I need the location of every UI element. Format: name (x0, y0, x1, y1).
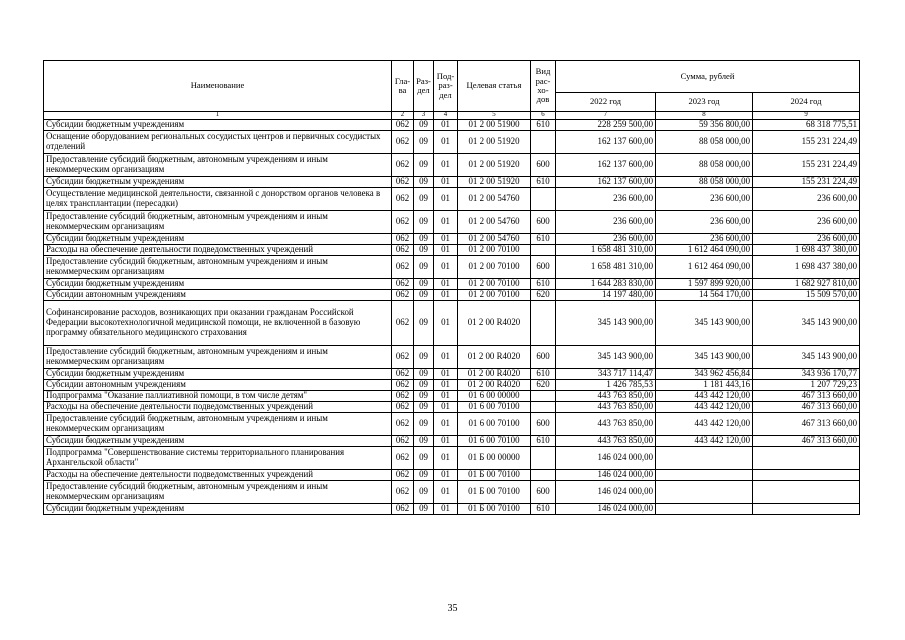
row-podrazdel: 01 (434, 368, 458, 379)
row-sum-2022: 1 658 481 310,00 (556, 244, 656, 255)
table-row (44, 480, 860, 503)
row-sum-2022: 236 600,00 (556, 210, 656, 233)
row-sum-2023: 236 600,00 (656, 233, 753, 244)
row-sum-2022: 146 024 000,00 (556, 503, 656, 514)
row-razdel: 09 (414, 255, 434, 278)
row-sum-2022: 162 137 600,00 (556, 176, 656, 187)
row-podrazdel: 01 (434, 435, 458, 446)
row-sum-2022: 14 197 480,00 (556, 289, 656, 300)
row-sum-2023: 443 442 120,00 (656, 435, 753, 446)
row-podrazdel: 01 (434, 255, 458, 278)
row-sum-2023: 443 442 120,00 (656, 401, 753, 412)
row-sum-2023: 343 962 456,84 (656, 368, 753, 379)
column-number-row (44, 112, 860, 120)
row-vid: 610 (531, 278, 556, 289)
row-name: Расходы на обеспечение деятельности подведомственных учреждений (44, 244, 392, 255)
row-razdel: 09 (414, 289, 434, 300)
row-name: Субсидии бюджетным учреждениям (44, 233, 392, 244)
row-razdel: 09 (414, 379, 434, 390)
header-year-2022: 2022 год (556, 93, 656, 112)
row-target: 01 2 00 51920 (458, 153, 531, 176)
row-name: Субсидии автономным учреждениям (44, 379, 392, 390)
column-number: 1 (44, 112, 392, 120)
row-vid: 610 (531, 435, 556, 446)
row-vid: 600 (531, 153, 556, 176)
row-sum-2024: 236 600,00 (753, 210, 860, 233)
row-vid: 610 (531, 233, 556, 244)
row-razdel: 09 (414, 412, 434, 435)
row-target: 01 2 00 70100 (458, 278, 531, 289)
row-glava: 062 (392, 345, 414, 368)
row-podrazdel: 01 (434, 278, 458, 289)
row-razdel: 09 (414, 244, 434, 255)
row-name: Расходы на обеспечение деятельности подведомственных учреждений (44, 401, 392, 412)
row-sum-2022: 1 658 481 310,00 (556, 255, 656, 278)
row-sum-2023: 59 356 800,00 (656, 119, 753, 130)
row-sum-2024: 155 231 224,49 (753, 130, 860, 153)
column-number: 8 (656, 112, 753, 120)
row-sum-2024: 345 143 900,00 (753, 345, 860, 368)
row-razdel: 09 (414, 401, 434, 412)
table-row (44, 210, 860, 233)
row-vid: 610 (531, 503, 556, 514)
row-sum-2022: 345 143 900,00 (556, 345, 656, 368)
row-glava: 062 (392, 153, 414, 176)
row-sum-2024: 467 313 660,00 (753, 435, 860, 446)
row-target: 01 2 00 70100 (458, 255, 531, 278)
row-razdel: 09 (414, 390, 434, 401)
row-vid: 600 (531, 480, 556, 503)
row-sum-2024: 236 600,00 (753, 233, 860, 244)
row-target: 01 2 00 51920 (458, 130, 531, 153)
row-podrazdel: 01 (434, 300, 458, 345)
header-glava: Гла-ва (392, 61, 414, 112)
row-name: Предоставление субсидий бюджетным, автономным учреждениям и иным некоммерческим организациям (44, 412, 392, 435)
row-glava: 062 (392, 130, 414, 153)
row-target: 01 Б 00 70100 (458, 469, 531, 480)
row-sum-2023: 236 600,00 (656, 210, 753, 233)
row-sum-2023 (656, 446, 753, 469)
row-podrazdel: 01 (434, 130, 458, 153)
row-name: Субсидии бюджетным учреждениям (44, 368, 392, 379)
row-vid (531, 244, 556, 255)
row-podrazdel: 01 (434, 503, 458, 514)
row-vid: 610 (531, 176, 556, 187)
row-razdel: 09 (414, 300, 434, 345)
table-row (44, 278, 860, 289)
row-glava: 062 (392, 503, 414, 514)
row-razdel: 09 (414, 153, 434, 176)
row-podrazdel: 01 (434, 379, 458, 390)
header-year-2024: 2024 год (753, 93, 860, 112)
column-number: 4 (434, 112, 458, 120)
table-row (44, 233, 860, 244)
row-vid: 600 (531, 412, 556, 435)
row-sum-2022: 443 763 850,00 (556, 390, 656, 401)
row-podrazdel: 01 (434, 446, 458, 469)
row-podrazdel: 01 (434, 210, 458, 233)
row-sum-2022: 343 717 114,47 (556, 368, 656, 379)
row-sum-2023: 443 442 120,00 (656, 390, 753, 401)
row-name: Субсидии бюджетным учреждениям (44, 503, 392, 514)
row-glava: 062 (392, 244, 414, 255)
header-razdel: Раз-дел (414, 61, 434, 112)
row-glava: 062 (392, 469, 414, 480)
row-sum-2024: 1 682 927 810,00 (753, 278, 860, 289)
row-razdel: 09 (414, 130, 434, 153)
row-glava: 062 (392, 446, 414, 469)
row-glava: 062 (392, 412, 414, 435)
row-glava: 062 (392, 390, 414, 401)
row-target: 01 Б 00 00000 (458, 446, 531, 469)
row-sum-2023: 1 612 464 090,00 (656, 244, 753, 255)
row-sum-2024: 155 231 224,49 (753, 176, 860, 187)
table-row (44, 435, 860, 446)
row-sum-2023: 1 612 464 090,00 (656, 255, 753, 278)
row-vid: 600 (531, 345, 556, 368)
row-razdel: 09 (414, 176, 434, 187)
row-vid: 600 (531, 210, 556, 233)
table-row (44, 469, 860, 480)
row-glava: 062 (392, 289, 414, 300)
row-razdel: 09 (414, 503, 434, 514)
table-row (44, 401, 860, 412)
row-sum-2022: 146 024 000,00 (556, 469, 656, 480)
row-razdel: 09 (414, 119, 434, 130)
row-glava: 062 (392, 379, 414, 390)
row-podrazdel: 01 (434, 469, 458, 480)
row-sum-2024: 343 936 170,77 (753, 368, 860, 379)
row-sum-2024: 236 600,00 (753, 187, 860, 210)
row-razdel: 09 (414, 345, 434, 368)
row-target: 01 2 00 R4020 (458, 345, 531, 368)
row-target: 01 2 00 54760 (458, 210, 531, 233)
row-sum-2023: 345 143 900,00 (656, 345, 753, 368)
row-vid: 620 (531, 289, 556, 300)
column-number: 3 (414, 112, 434, 120)
row-sum-2022: 1 644 283 830,00 (556, 278, 656, 289)
row-sum-2023: 1 181 443,16 (656, 379, 753, 390)
row-target: 01 6 00 00000 (458, 390, 531, 401)
row-sum-2024 (753, 469, 860, 480)
row-name: Предоставление субсидий бюджетным, автономным учреждениям и иным некоммерческим организациям (44, 345, 392, 368)
row-sum-2023: 443 442 120,00 (656, 412, 753, 435)
table-row (44, 187, 860, 210)
row-sum-2022: 1 426 785,53 (556, 379, 656, 390)
row-sum-2023 (656, 480, 753, 503)
row-vid (531, 446, 556, 469)
column-number: 7 (556, 112, 656, 120)
row-name: Субсидии бюджетным учреждениям (44, 176, 392, 187)
row-glava: 062 (392, 480, 414, 503)
row-glava: 062 (392, 119, 414, 130)
row-sum-2022: 162 137 600,00 (556, 153, 656, 176)
row-target: 01 2 00 70100 (458, 289, 531, 300)
row-target: 01 2 00 R4020 (458, 379, 531, 390)
row-sum-2022: 162 137 600,00 (556, 130, 656, 153)
row-sum-2024: 68 318 775,51 (753, 119, 860, 130)
row-glava: 062 (392, 176, 414, 187)
row-vid (531, 401, 556, 412)
row-glava: 062 (392, 435, 414, 446)
row-razdel: 09 (414, 278, 434, 289)
row-sum-2024 (753, 480, 860, 503)
row-sum-2024: 155 231 224,49 (753, 153, 860, 176)
row-podrazdel: 01 (434, 345, 458, 368)
row-name: Подпрограмма "Совершенствование системы территориального планирования Архангельской области" (44, 446, 392, 469)
column-number: 5 (458, 112, 531, 120)
row-target: 01 6 00 70100 (458, 435, 531, 446)
row-target: 01 2 00 51900 (458, 119, 531, 130)
row-name: Субсидии автономным учреждениям (44, 289, 392, 300)
row-podrazdel: 01 (434, 244, 458, 255)
table-row (44, 244, 860, 255)
header-sum: Сумма, рублей (556, 61, 860, 93)
row-sum-2023: 88 058 000,00 (656, 153, 753, 176)
row-sum-2022: 228 259 500,00 (556, 119, 656, 130)
row-target: 01 2 00 54760 (458, 187, 531, 210)
row-podrazdel: 01 (434, 412, 458, 435)
row-name: Софинансирование расходов, возникающих при оказании гражданам Российской Федерации высокотехнологичной медицинской помощи, не включенной в базовую программу обязательного медицинского страхования (44, 300, 392, 345)
row-name: Расходы на обеспечение деятельности подведомственных учреждений (44, 469, 392, 480)
row-name: Предоставление субсидий бюджетным, автономным учреждениям и иным некоммерческим организациям (44, 255, 392, 278)
row-target: 01 2 00 R4020 (458, 368, 531, 379)
table-row (44, 130, 860, 153)
row-sum-2022: 443 763 850,00 (556, 401, 656, 412)
row-sum-2024: 345 143 900,00 (753, 300, 860, 345)
row-name: Субсидии бюджетным учреждениям (44, 119, 392, 130)
row-sum-2024: 467 313 660,00 (753, 412, 860, 435)
column-number: 6 (531, 112, 556, 120)
header-podrazdel: Под-раз-дел (434, 61, 458, 112)
row-sum-2024: 1 698 437 380,00 (753, 244, 860, 255)
row-sum-2024 (753, 446, 860, 469)
table-body (44, 119, 860, 514)
table-row (44, 119, 860, 130)
row-vid (531, 130, 556, 153)
row-razdel: 09 (414, 480, 434, 503)
row-glava: 062 (392, 187, 414, 210)
row-sum-2023 (656, 503, 753, 514)
table-row (44, 255, 860, 278)
table-row (44, 368, 860, 379)
row-glava: 062 (392, 278, 414, 289)
row-name: Оснащение оборудованием региональных сосудистых центров и первичных сосудистых отделений (44, 130, 392, 153)
table-row (44, 390, 860, 401)
row-razdel: 09 (414, 233, 434, 244)
row-razdel: 09 (414, 368, 434, 379)
row-glava: 062 (392, 401, 414, 412)
row-sum-2023: 88 058 000,00 (656, 176, 753, 187)
row-podrazdel: 01 (434, 289, 458, 300)
row-sum-2023: 88 058 000,00 (656, 130, 753, 153)
row-vid (531, 390, 556, 401)
table-row (44, 176, 860, 187)
row-vid: 610 (531, 368, 556, 379)
row-name: Предоставление субсидий бюджетным, автономным учреждениям и иным некоммерческим организациям (44, 480, 392, 503)
row-target: 01 6 00 70100 (458, 401, 531, 412)
row-sum-2024: 467 313 660,00 (753, 390, 860, 401)
table-row (44, 153, 860, 176)
row-sum-2022: 345 143 900,00 (556, 300, 656, 345)
table-row (44, 446, 860, 469)
table-row (44, 300, 860, 345)
table-row (44, 345, 860, 368)
row-vid: 610 (531, 119, 556, 130)
row-podrazdel: 01 (434, 119, 458, 130)
row-podrazdel: 01 (434, 480, 458, 503)
row-razdel: 09 (414, 446, 434, 469)
row-sum-2023: 14 564 170,00 (656, 289, 753, 300)
table-row (44, 379, 860, 390)
row-target: 01 2 00 R4020 (458, 300, 531, 345)
row-razdel: 09 (414, 469, 434, 480)
row-glava: 062 (392, 300, 414, 345)
row-razdel: 09 (414, 187, 434, 210)
row-vid (531, 469, 556, 480)
row-razdel: 09 (414, 210, 434, 233)
row-vid: 600 (531, 255, 556, 278)
page-number: 35 (447, 603, 458, 614)
column-number: 2 (392, 112, 414, 120)
row-sum-2023: 1 597 899 920,00 (656, 278, 753, 289)
row-sum-2022: 443 763 850,00 (556, 412, 656, 435)
row-sum-2023: 345 143 900,00 (656, 300, 753, 345)
row-podrazdel: 01 (434, 401, 458, 412)
row-target: 01 Б 00 70100 (458, 503, 531, 514)
row-target: 01 6 00 70100 (458, 412, 531, 435)
row-podrazdel: 01 (434, 153, 458, 176)
header-year-2023: 2023 год (656, 93, 753, 112)
column-number: 9 (753, 112, 860, 120)
row-sum-2024: 1 698 437 380,00 (753, 255, 860, 278)
row-name: Субсидии бюджетным учреждениям (44, 435, 392, 446)
row-glava: 062 (392, 233, 414, 244)
row-name: Субсидии бюджетным учреждениям (44, 278, 392, 289)
row-vid: 620 (531, 379, 556, 390)
row-sum-2022: 146 024 000,00 (556, 480, 656, 503)
table-row (44, 412, 860, 435)
table-row (44, 503, 860, 514)
row-name: Подпрограмма "Оказание паллиативной помощи, в том числе детям" (44, 390, 392, 401)
row-razdel: 09 (414, 435, 434, 446)
table-row (44, 289, 860, 300)
row-podrazdel: 01 (434, 176, 458, 187)
row-target: 01 2 00 54760 (458, 233, 531, 244)
row-vid (531, 300, 556, 345)
row-glava: 062 (392, 210, 414, 233)
row-target: 01 2 00 51920 (458, 176, 531, 187)
row-sum-2024: 1 207 729,23 (753, 379, 860, 390)
row-sum-2022: 236 600,00 (556, 187, 656, 210)
row-sum-2022: 146 024 000,00 (556, 446, 656, 469)
row-podrazdel: 01 (434, 187, 458, 210)
row-name: Осуществление медицинской деятельности, связанной с донорством органов человека в целях трансплантации (пересадки) (44, 187, 392, 210)
row-podrazdel: 01 (434, 233, 458, 244)
header-name: Наименование (44, 61, 392, 112)
row-target: 01 Б 00 70100 (458, 480, 531, 503)
row-podrazdel: 01 (434, 390, 458, 401)
row-sum-2023: 236 600,00 (656, 187, 753, 210)
header-vid: Вид рас-хо-дов (531, 61, 556, 112)
row-sum-2022: 236 600,00 (556, 233, 656, 244)
row-vid (531, 187, 556, 210)
row-sum-2024: 467 313 660,00 (753, 401, 860, 412)
header-target: Целевая статья (458, 61, 531, 112)
row-name: Предоставление субсидий бюджетным, автономным учреждениям и иным некоммерческим организациям (44, 210, 392, 233)
row-sum-2023 (656, 469, 753, 480)
row-glava: 062 (392, 368, 414, 379)
row-glava: 062 (392, 255, 414, 278)
row-sum-2024 (753, 503, 860, 514)
row-sum-2022: 443 763 850,00 (556, 435, 656, 446)
row-name: Предоставление субсидий бюджетным, автономным учреждениям и иным некоммерческим организациям (44, 153, 392, 176)
row-target: 01 2 00 70100 (458, 244, 531, 255)
row-sum-2024: 15 509 570,00 (753, 289, 860, 300)
budget-table (43, 60, 860, 515)
